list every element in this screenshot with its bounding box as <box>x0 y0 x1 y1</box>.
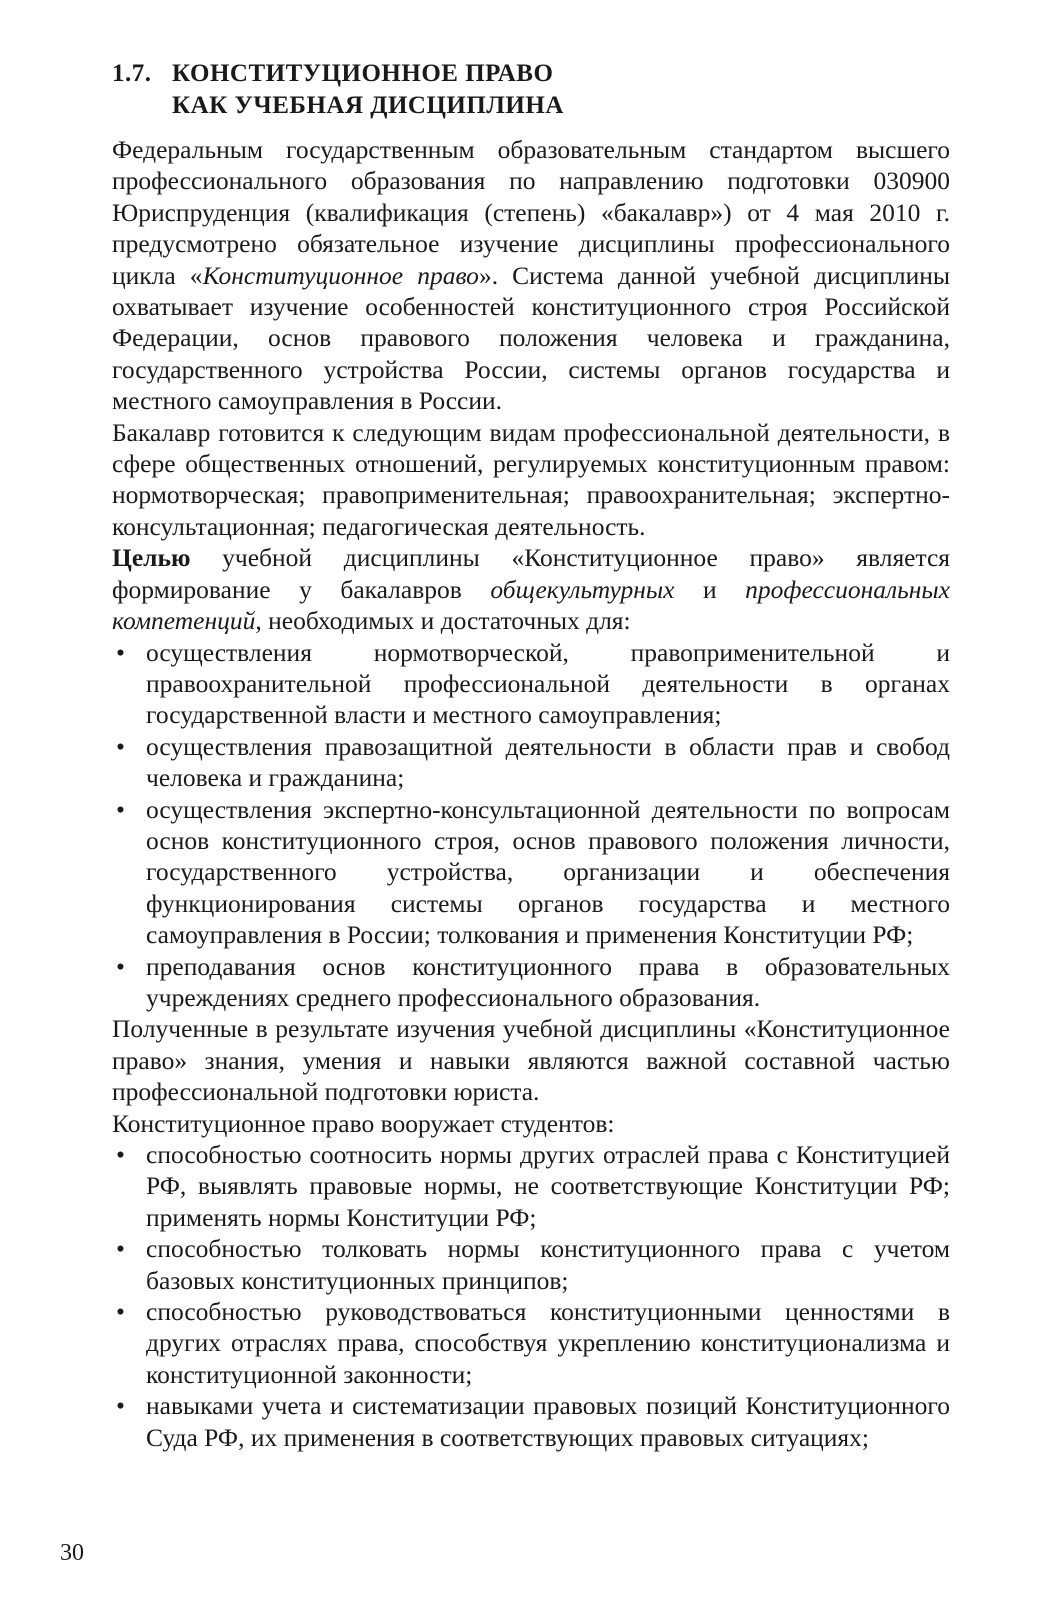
list-item: • осуществления правозащитной деятельности в области прав и свобод человека и гражданина; <box>146 731 950 794</box>
paragraph-1 <box>112 134 950 417</box>
paragraph-3-italic-2: профессиональных компетенций <box>112 574 950 636</box>
paragraph-2: Бакалавр готовится к следующим видам профессиональной деятельности, в сфере общественных отношений, регулируемых конституционным правом: нормотворческая; правоприменительная; правоохранительная; экспертно-консультационная; педагогическая деятельность. <box>112 417 950 541</box>
paragraph-3-text-1: учебной дисциплины «Конституционное право» является формирование у бакалавров <box>112 543 950 604</box>
section-title-line-2: КАК УЧЕБНАЯ ДИСЦИПЛИНА <box>172 92 564 119</box>
section-number: 1.7. <box>112 60 152 87</box>
list-item: • навыками учета и систематизации правовых позиций Конституционного Суда РФ, их применения в соответствующих правовых ситуациях; <box>146 1390 950 1453</box>
list-item: • осуществления экспертно-консультационной деятельности по вопросам основ конституционного строя, основ правового положения личности, государственного устройства, организации и обеспечения функционирования системы органов государства и местного самоуправления в России; толкования и применения Конституции РФ; <box>146 794 950 951</box>
document-page <box>112 58 950 1453</box>
paragraph-4: Полученные в результате изучения учебной дисциплины «Конституционное право» знания, умения и навыки являются важной составной частью профессиональной подготовки юриста. <box>112 1014 950 1107</box>
paragraph-3-text-3: , необходимых и достаточных для: <box>255 606 631 636</box>
list-item: • способностью руководствоваться конституционными ценностями в других отраслях права, способствуя укреплению конституционализма и конституционной законности; <box>146 1296 950 1390</box>
paragraph-5: Конституционное право вооружает студентов: <box>112 1108 615 1138</box>
list-item: • способностью толковать нормы конституционного права с учетом базовых конституционных принципов; <box>146 1233 950 1296</box>
section-title <box>172 58 950 122</box>
goals-list <box>112 637 950 1014</box>
page-number: 30 <box>60 1540 84 1566</box>
section-heading <box>112 58 950 122</box>
skills-list <box>112 1139 950 1453</box>
paragraph-3-text-2: и <box>674 574 746 604</box>
paragraph-1-italic: Конституционное право <box>202 260 479 290</box>
paragraph-1-text-b: ». Система данной учебной дисциплины охватывает изучение особенностей конституционного строя Российской Федерации, основ правового положения человека и гражданина, государственного устройства России, системы органов государства и местного самоуправления в России. <box>112 260 951 416</box>
paragraph-1-text-a: Федеральным государственным образовательным стандартом высшего профессионального образования по направлению подготовки 030900 Юриспруденция (квалификация (степень) «бакалавр») от 4 мая 2010 г. предусмотрено обязательное изучение дисциплины профессионального цикла « <box>112 135 950 290</box>
list-item: • преподавания основ конституционного права в образовательных учреждениях среднего профессионального образования. <box>146 951 950 1014</box>
paragraph-3-italic-1: общекультурных <box>490 574 675 604</box>
list-item: • способностью соотносить нормы других отраслей права с Конституцией РФ, выявлять правовые нормы, не соответствующие Конституции РФ; применять нормы Конституции РФ; <box>146 1139 950 1233</box>
list-item: • осуществления нормотворческой, правоприменительной и правоохранительной профессиональной деятельности в органах государственной власти и местного самоуправления; <box>146 637 950 731</box>
section-title-line-1: КОНСТИТУЦИОННОЕ ПРАВО <box>172 60 554 87</box>
paragraph-3 <box>112 542 950 636</box>
paragraph-3-bold: Целью <box>112 543 191 573</box>
